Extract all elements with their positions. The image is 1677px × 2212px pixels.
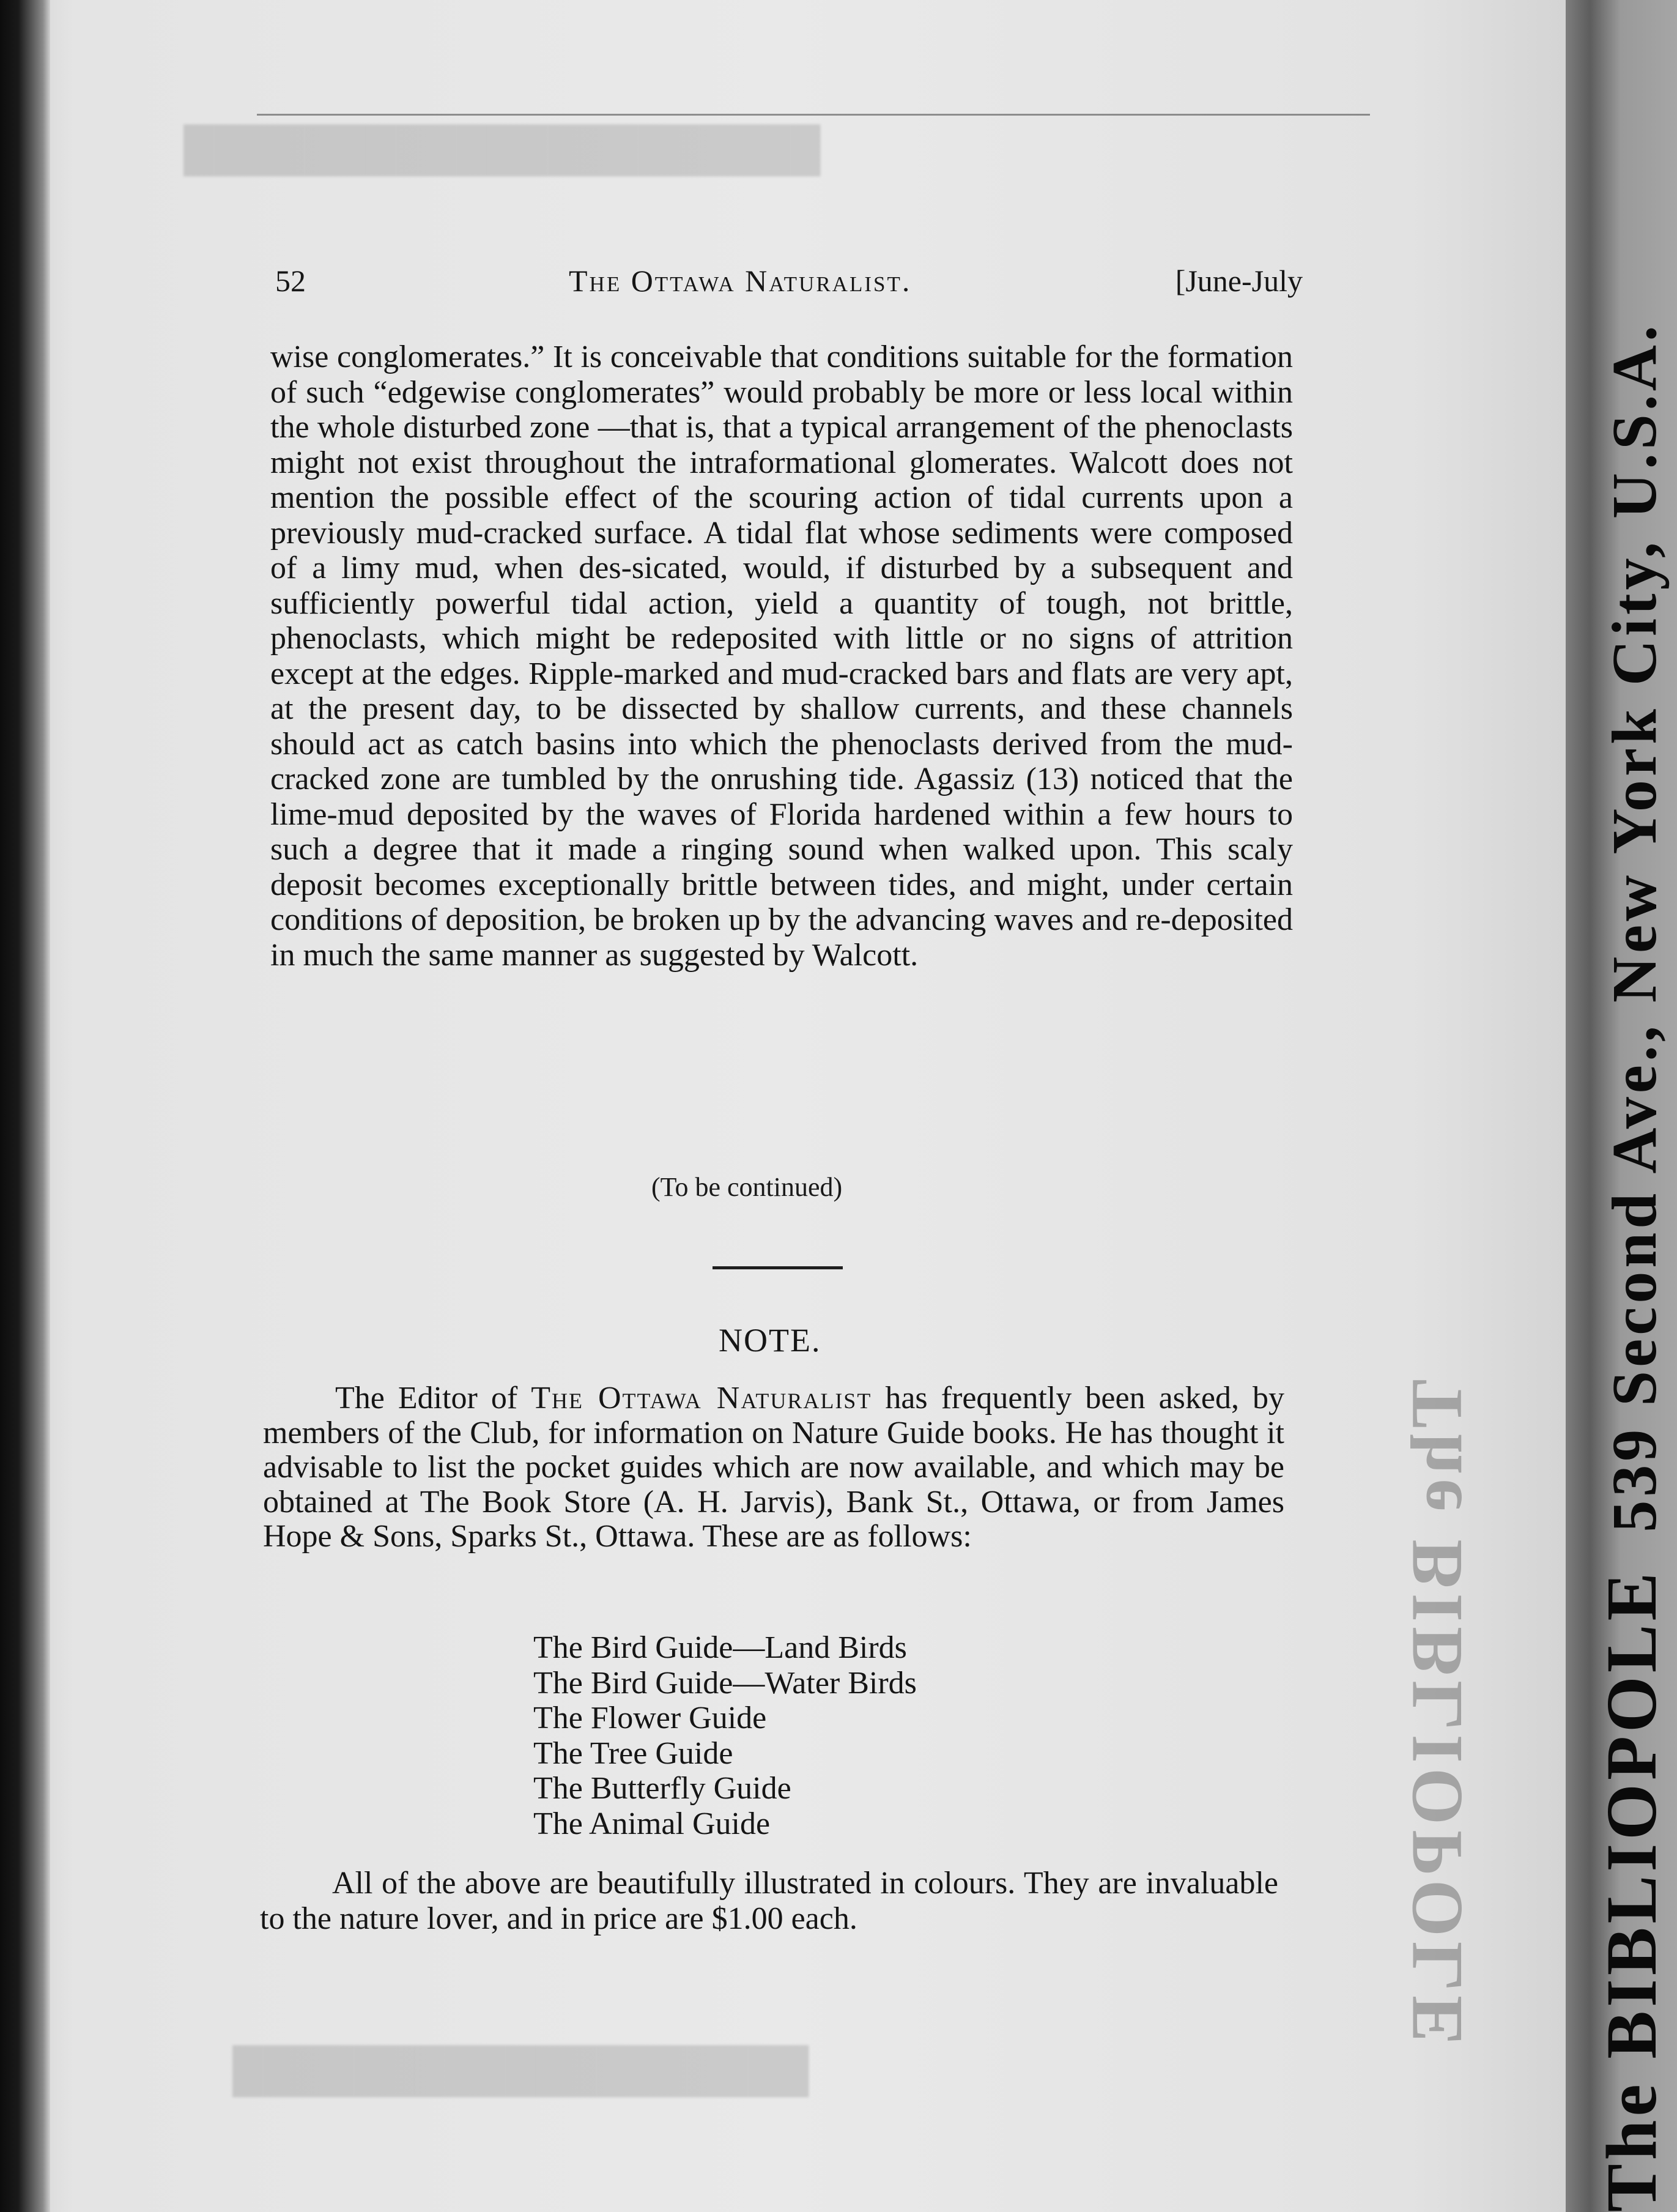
list-item: The Tree Guide bbox=[533, 1735, 733, 1771]
spine-address: 539 Second Ave., New York City, U.S.A. bbox=[1599, 322, 1670, 1532]
note-journal-title: The Ottawa Naturalist bbox=[531, 1381, 872, 1416]
running-header bbox=[275, 263, 1303, 306]
list-item: The Butterfly Guide bbox=[533, 1771, 791, 1806]
spine-name: The BIBLIOPOLE bbox=[1591, 1568, 1671, 2212]
spine-label bbox=[1590, 322, 1673, 2212]
mirrored-spine-bleed bbox=[1394, 1379, 1479, 2049]
journal-title: The Ottawa Naturalist. bbox=[569, 264, 912, 298]
bleed-through-top: █████████████████████ bbox=[183, 126, 821, 173]
article-paragraph: wise conglomerates.” It is conceivable that conditions suitable for the formation of such “edgewise conglomerates” would probably be more or less local within the whole disturbed zone —that is, that a typical arrangement of the phenoclasts might not exist throughout the intraformational glomerates. Walcott does not mention the possible effect of the scouring action of tidal currents upon a previously mud-cracked surface. A tidal flat whose sediments were composed of a limy mud, when des-sicated, would, if disturbed by a subsequent and sufficiently powerful tidal action, yield a quantity of tough, not brittle, phenoclasts, which might be redeposited with little or no signs of attrition except at the edges. Ripple-marked and mud-cracked bars and flats are very apt, at the present day, to be dissected by shallow currents, and these channels should act as catch basins into which the phenoclasts derived from the mud-cracked zone are tumbled by the onrushing tide. Agassiz (13) noticed that the lime-mud deposited by the waves of Florida hardened within a few hours to such a degree that it made a ringing sound when walked upon. This scaly deposit becomes exceptionally brittle between tides, and might, under certain conditions of deposition, be broken up by the advancing waves and re-deposited in much the same manner as suggested by Walcott. bbox=[270, 340, 1293, 973]
list-item: The Bird Guide—Water Birds bbox=[533, 1665, 917, 1701]
note-intro-after: has frequently been asked, by members of the Club, for information on Nature Guide books. He has thought it advisable to list the pocket guides which are now available, and which may be obtained at The Book Store (A. H. Jarvis), Bank St., Ottawa, or from James Hope & Sons, Sparks St., Ottawa. These are as follows: bbox=[263, 1381, 1285, 1554]
list-item: The Bird Guide—Land Birds bbox=[533, 1630, 907, 1665]
note-paragraph bbox=[263, 1381, 1284, 1554]
closing-paragraph: All of the above are beautifully illustrated in colours. They are invaluable to the nature lover, and in price are $1.00 each. bbox=[260, 1866, 1278, 1936]
note-intro-before: The Editor of bbox=[335, 1381, 531, 1416]
list-item: The Animal Guide bbox=[533, 1806, 771, 1841]
issue-date: [June-July bbox=[1175, 264, 1303, 298]
page-number: 52 bbox=[275, 264, 306, 298]
note-intro bbox=[263, 1381, 1284, 1554]
list-item: The Flower Guide bbox=[533, 1701, 767, 1735]
section-divider bbox=[713, 1266, 843, 1269]
page-gutter-shadow bbox=[0, 0, 50, 2212]
note-closing bbox=[260, 1866, 1278, 1936]
guide-list bbox=[533, 1630, 917, 1841]
mirrored-spine-label: The BIBLIOPOLE bbox=[1396, 1379, 1477, 2049]
continued-notice: (To be continued) bbox=[651, 1172, 843, 1202]
top-rule bbox=[257, 114, 1370, 116]
note-heading: NOTE. bbox=[719, 1322, 821, 1359]
bleed-through-bottom: ███████████████████ bbox=[232, 2047, 809, 2094]
article-body bbox=[270, 340, 1293, 973]
